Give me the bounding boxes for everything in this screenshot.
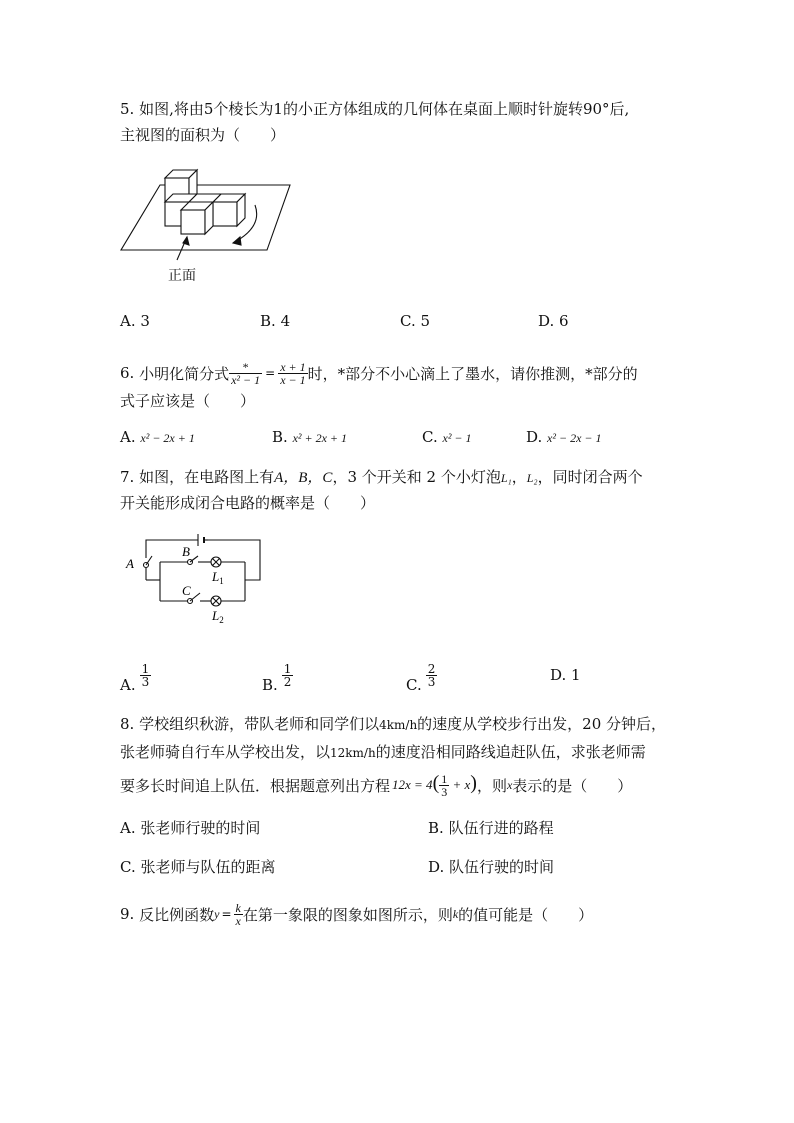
q8-equation: 12x = 4( $\frac{1}{3}$ + x) <box>392 771 477 800</box>
q9-y: y <box>214 906 220 921</box>
q8-text-a: 学校组织秋游，带队老师和同学们以 <box>139 715 380 733</box>
q9-eq: = <box>221 907 232 921</box>
q8-number: 8. <box>120 715 135 733</box>
q7-sep: ， <box>511 468 527 486</box>
q7-number: 7. <box>120 468 135 486</box>
q7-text-b: ，3 个开关和 2 个小灯泡 <box>332 468 501 486</box>
q7-switches: A，B，C <box>274 470 333 486</box>
q6-equals: = <box>265 366 276 380</box>
q9-k: k <box>452 906 459 921</box>
q9-number: 9. <box>120 905 135 923</box>
q8-var-x: x <box>506 777 513 792</box>
q9-text-a: 反比例函数 <box>139 905 215 924</box>
q6-number: 6. <box>120 364 135 382</box>
q7-line1 <box>120 466 643 487</box>
q7-text-c: ，同时闭合两个 <box>537 468 643 486</box>
q7-circuit-label-a: A <box>126 556 134 571</box>
q7-option-d[interactable]: D. 1 <box>550 666 581 684</box>
q8-text-g: 表示的是（ ） <box>512 776 633 795</box>
q6-frac1-denominator: x² − 1 <box>231 372 261 387</box>
q8-speed1: 4km/h <box>379 718 418 732</box>
q9-text-c: 的值可能是（ ） <box>458 905 594 924</box>
q7-option-b[interactable]: B. $\frac{1}{2}$ <box>262 661 292 694</box>
q6-option-c[interactable]: C. x² − 1 <box>422 428 472 446</box>
q6-option-d[interactable]: D. x² − 2x − 1 <box>526 428 602 446</box>
q7-circuit-label-c: C <box>182 583 191 598</box>
q5-text-line1: 如图,将由5个棱长为1的小正方体组成的几何体在桌面上顺时针旋转90°后, <box>139 100 630 118</box>
q5-line1 <box>120 98 629 119</box>
q8-line2 <box>120 741 646 762</box>
q6-fraction-left <box>229 361 262 386</box>
q7-option-c[interactable]: C. $\frac{2}{3}$ <box>406 661 436 694</box>
q8-text-d: 的速度沿相同路线追赶队伍，求张老师需 <box>375 743 646 761</box>
q6-option-a[interactable]: A. x² − 2x + 1 <box>120 428 195 446</box>
q8-speed2: 12km/h <box>330 746 376 760</box>
q7-text-a: 如图，在电路图上有 <box>139 468 275 486</box>
q6-fraction-right <box>278 361 307 386</box>
q7-bulb2: L₂ <box>526 471 538 485</box>
q8-text-c: 张老师骑自行车从学校出发，以 <box>120 743 331 761</box>
q7-option-a[interactable]: A. $\frac{1}{3}$ <box>120 661 150 694</box>
q6-text-before: 小明化简分式 <box>139 364 230 383</box>
q7-circuit-label-b: B <box>182 544 190 559</box>
q9-text-b: 在第一象限的图象如图所示，则 <box>242 905 453 924</box>
q6-line1 <box>120 355 638 391</box>
q5-number: 5. <box>120 100 135 118</box>
q5-option-d[interactable]: D. 6 <box>538 312 569 330</box>
q7-circuit-label-l2: $L_2$ <box>212 608 224 625</box>
q5-option-c[interactable]: C. 5 <box>400 312 431 330</box>
q6-frac1-numerator: * <box>229 361 262 374</box>
q7-bulb1: L₁ <box>500 471 512 485</box>
q6-text-line2: 式子应该是（ ） <box>120 392 256 410</box>
q5-text-line2: 主视图的面积为（ ） <box>120 126 286 144</box>
q7-circuit-label-l1: $L_1$ <box>212 569 224 586</box>
q7-circuit-diagram <box>120 528 270 628</box>
q7-text-line2: 开关能形成闭合电路的概率是（ ） <box>120 494 376 512</box>
q8-line1 <box>120 713 666 734</box>
q9-line1 <box>120 896 593 932</box>
q6-frac2-denominator: x − 1 <box>280 372 306 387</box>
q8-text-b: 的速度从学校步行出发，20 分钟后， <box>417 715 667 733</box>
q8-text-f: ，则 <box>476 776 507 795</box>
q8-option-b[interactable]: B. 队伍行进的路程 <box>428 819 554 837</box>
q5-option-a[interactable]: A. 3 <box>120 312 150 330</box>
q8-option-d[interactable]: D. 队伍行驶的时间 <box>428 858 555 876</box>
q5-option-b[interactable]: B. 4 <box>260 312 291 330</box>
q8-option-a[interactable]: A. 张老师行驶的时间 <box>120 819 261 837</box>
q6-option-b[interactable]: B. x² + 2x + 1 <box>272 428 348 446</box>
q8-text-e: 要多长时间追上队伍．根据题意列出方程 <box>120 776 391 795</box>
q6-frac2-numerator: x + 1 <box>280 359 306 374</box>
q8-line3 <box>120 768 632 802</box>
q9-fraction: $\frac{k}{x}$ <box>235 900 241 928</box>
q5-front-label: 正面 <box>168 268 196 284</box>
q6-text-after: 时，*部分不小心滴上了墨水，请你推测，*部分的 <box>307 364 638 383</box>
q5-cube-figure <box>115 165 295 285</box>
q7-options <box>120 656 720 692</box>
q8-option-c[interactable]: C. 张老师与队伍的距离 <box>120 858 276 876</box>
